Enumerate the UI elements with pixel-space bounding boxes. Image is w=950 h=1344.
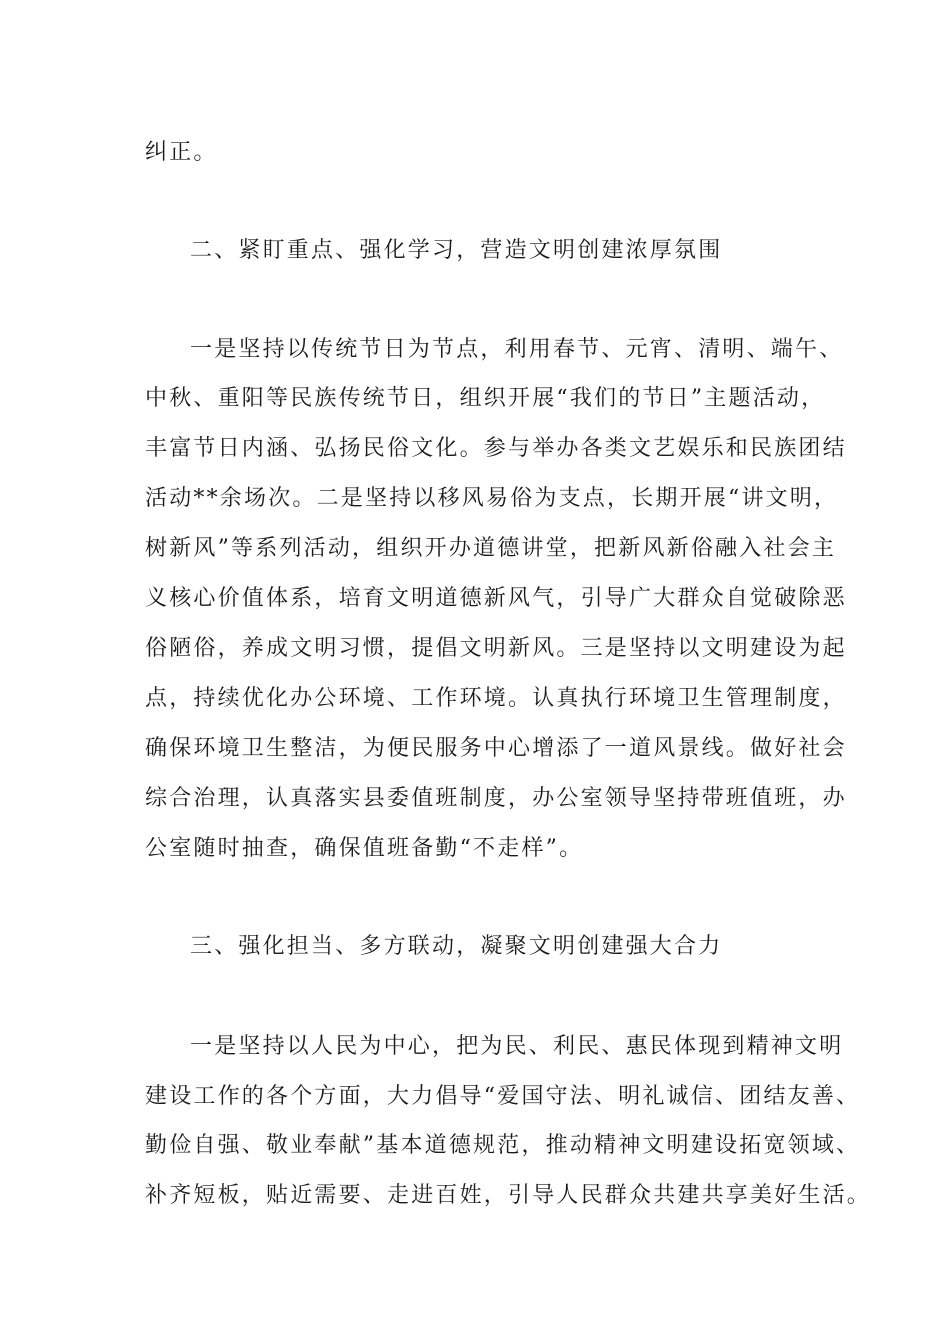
- paragraph-line: 综合治理，认真落实县委值班制度，办公室领导坚持带班值班，办: [145, 786, 847, 811]
- paragraph-line: 活动**余场次。二是坚持以移风易俗为支点，长期开展“讲文明，: [145, 486, 839, 511]
- section-heading-2: 二、紧盯重点、强化学习，营造文明创建浓厚氛围: [190, 238, 723, 263]
- paragraph-line: 丰富节日内涵、弘扬民俗文化。参与举办各类文艺娱乐和民族团结: [145, 436, 847, 461]
- paragraph-line: 点，持续优化办公环境、工作环境。认真执行环境卫生管理制度，: [145, 686, 847, 711]
- paragraph-line: 义核心价值体系，培育文明道德新风气，引导广大群众自觉破除恶: [145, 586, 847, 611]
- paragraph-line: 建设工作的各个方面，大力倡导“爱国守法、明礼诚信、团结友善、: [145, 1084, 861, 1109]
- paragraph-line: 确保环境卫生整洁，为便民服务中心增添了一道风景线。做好社会: [145, 736, 847, 761]
- paragraph-line: 公室随时抽查，确保值班备勤“不走样”。: [145, 836, 584, 861]
- paragraph-line: 俗陋俗，养成文明习惯，提倡文明新风。三是坚持以文明建设为起: [145, 636, 847, 661]
- section-heading-3: 三、强化担当、多方联动，凝聚文明创建强大合力: [190, 934, 723, 959]
- paragraph-line: 勤俭自强、敬业奉献”基本道德规范，推动精神文明建设拓宽领域、: [145, 1133, 861, 1158]
- paragraph-line: 一是坚持以传统节日为节点，利用春节、元宵、清明、端午、: [190, 337, 844, 362]
- paragraph-ending: 纠正。: [145, 140, 218, 165]
- paragraph-line: 补齐短板，贴近需要、走进百姓，引导人民群众共建共享美好生活。: [145, 1183, 872, 1208]
- paragraph-line: 树新风”等系列活动，组织开办道德讲堂，把新风新俗融入社会主: [145, 536, 837, 561]
- paragraph-line: 中秋、重阳等民族传统节日，组织开展“我们的节日”主题活动，: [145, 386, 826, 411]
- paragraph-line: 一是坚持以人民为中心，把为民、利民、惠民体现到精神文明: [190, 1034, 844, 1059]
